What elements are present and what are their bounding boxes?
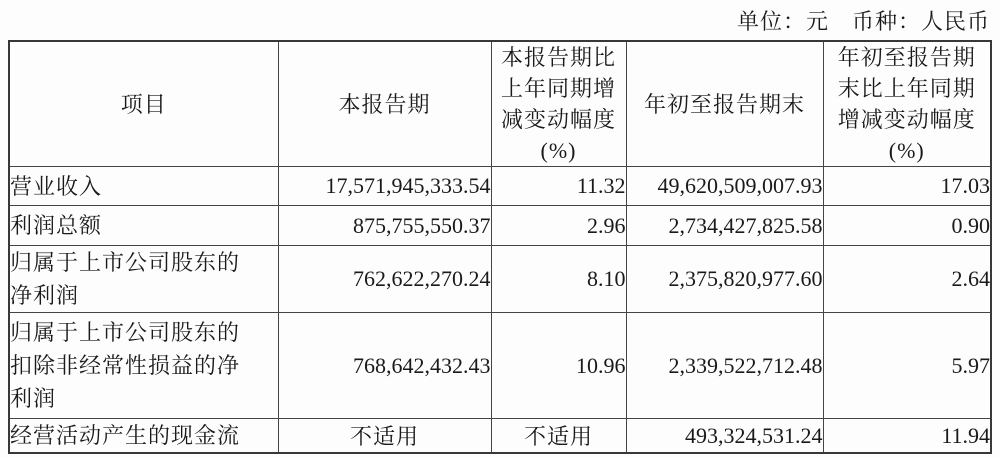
col-header-ytd-yoy-change: 年初至报告期 末比上年同期 增减变动幅度 (%): [823, 41, 991, 167]
current-yoy-pct-value: 8.10: [491, 246, 626, 313]
table-row-revenue: [9, 167, 991, 206]
col-header-current-yoy-change: 本报告期比 上年同期增 减变动幅度 (%): [491, 41, 626, 167]
col-header-item: 项目: [9, 41, 278, 167]
current-yoy-pct-value: 10.96: [491, 313, 626, 419]
col-header-current-period: 本报告期: [278, 41, 491, 167]
financial-summary-table: [8, 40, 992, 454]
current-yoy-pct-value: 11.32: [491, 167, 626, 206]
current-yoy-pct-value: 2.96: [491, 206, 626, 246]
ytd-value: 493,324,531.24: [626, 419, 823, 454]
table-row-total-profit: [9, 206, 991, 246]
ytd-value: 2,734,427,825.58: [626, 206, 823, 246]
ytd-yoy-pct-value: 17.03: [823, 167, 991, 206]
current-period-value: 768,642,432.43: [278, 313, 491, 419]
current-period-value: 不适用: [278, 419, 491, 454]
col-header-ytd: 年初至报告期末: [626, 41, 823, 167]
ytd-value: 2,339,522,712.48: [626, 313, 823, 419]
table-header-row: [9, 41, 991, 167]
table-row-net-profit-attributable: [9, 246, 991, 313]
row-label: 经营活动产生的现金流: [9, 419, 278, 454]
current-period-value: 762,622,270.24: [278, 246, 491, 313]
ytd-yoy-pct-value: 0.90: [823, 206, 991, 246]
ytd-yoy-pct-value: 11.94: [823, 419, 991, 454]
ytd-yoy-pct-value: 5.97: [823, 313, 991, 419]
row-label: 营业收入: [9, 167, 278, 206]
current-yoy-pct-value: 不适用: [491, 419, 626, 454]
row-label: 利润总额: [9, 206, 278, 246]
unit-currency-note: 单位：元 币种：人民币: [736, 9, 990, 34]
current-period-value: 875,755,550.37: [278, 206, 491, 246]
ytd-value: 49,620,509,007.93: [626, 167, 823, 206]
table-row-net-profit-excl-nonrecurring: [9, 313, 991, 419]
table-row-operating-cash-flow: [9, 419, 991, 454]
ytd-yoy-pct-value: 2.64: [823, 246, 991, 313]
row-label: 归属于上市公司股东的 扣除非经常性损益的净 利润: [9, 313, 278, 419]
ytd-value: 2,375,820,977.60: [626, 246, 823, 313]
row-label: 归属于上市公司股东的 净利润: [9, 246, 278, 313]
current-period-value: 17,571,945,333.54: [278, 167, 491, 206]
